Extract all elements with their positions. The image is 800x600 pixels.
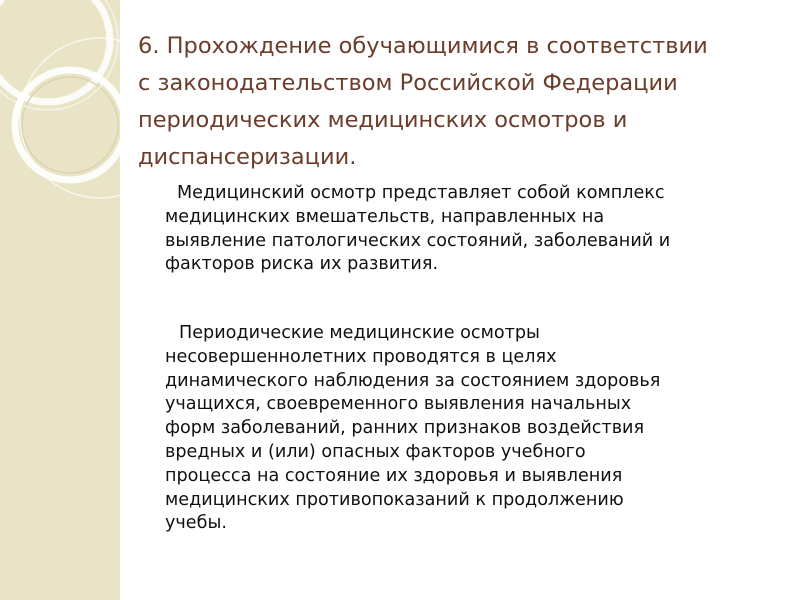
paragraph-line: выявление патологических состояний, заболеваний и bbox=[165, 230, 671, 251]
paragraph-line: динамического наблюдения за состоянием здоровья bbox=[165, 370, 661, 391]
title-line: диспансеризации. bbox=[138, 144, 357, 170]
title-line: с законодательством Российской Федерации bbox=[138, 70, 678, 96]
paragraph-line: учебы. bbox=[165, 513, 227, 534]
paragraph-line: учащихся, своевременного выявления начальных bbox=[165, 394, 632, 415]
slide-title bbox=[138, 28, 778, 176]
paragraph-line: процесса на состояние их здоровья и выявления bbox=[165, 465, 623, 486]
title-line: периодических медицинских осмотров и bbox=[138, 107, 628, 133]
paragraph-line: медицинских вмешательств, направленных на bbox=[165, 206, 605, 227]
paragraph-line: вредных и (или) опасных факторов учебного bbox=[165, 441, 586, 462]
paragraph-line: форм заболеваний, ранних признаков воздействия bbox=[165, 418, 645, 439]
paragraph-line: Периодические медицинские осмотры bbox=[179, 323, 540, 343]
paragraph-line: медицинских противопоказаний к продолжению bbox=[165, 489, 624, 510]
title-line: 6. Прохождение обучающимися в соответствии bbox=[138, 33, 708, 59]
paragraph-line: несовершеннолетних проводятся в целях bbox=[165, 346, 557, 367]
paragraph-medical-exam-definition bbox=[165, 182, 775, 277]
paragraph-line: Медицинский осмотр представляет собой комплекс bbox=[177, 183, 665, 203]
paragraph-line: факторов риска их развития. bbox=[165, 254, 439, 275]
paragraph-periodic-exams bbox=[165, 322, 775, 536]
